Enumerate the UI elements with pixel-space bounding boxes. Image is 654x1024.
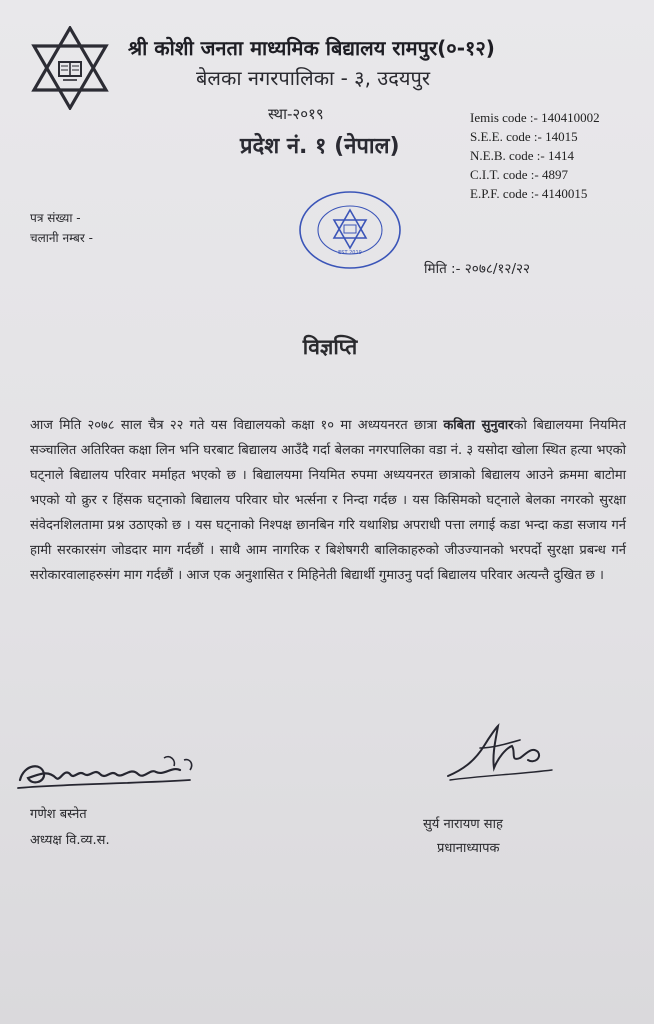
chairperson-name: गणेश बस्नेत xyxy=(30,807,87,822)
dispatch-number-label: चलानी नम्बर - xyxy=(30,231,93,245)
code-row: C.I.T. code :- 4897 xyxy=(470,167,568,182)
province-label: प्रदेश नं. १ (नेपाल) xyxy=(240,134,400,159)
student-name: कबिता सुनुवार xyxy=(443,418,514,433)
notice-text-part1: आज मिति २०७८ साल चैत्र २२ गते यस विद्यालयको कक्षा १० मा अध्ययनरत छात्रा xyxy=(30,418,437,433)
code-row: Iemis code :- 140410002 xyxy=(470,110,600,125)
code-row: E.P.F. code :- 4140015 xyxy=(470,186,588,201)
notice-body xyxy=(30,413,626,588)
reference-block xyxy=(30,208,93,248)
notice-text-part2: को बिद्यालयमा नियमित सञ्चालित अतिरिक्त कक्षा लिन भनि घरबाट बिद्यालय आउँदै गर्दा बेलका नगरपालिका वडा नं. ३ यसोदा खोला स्थित हत्या भएको घट्नाले बिद्यालय परिवार मर्माहत भएको छ । बिद्यालयमा नियमित रुपमा अध्ययनरत छात्राको बिद्यालय आउने क्रममा बाटोमा भएको यो क्रुर र हिंसक घट्नाको बिद्यालय परिवार घोर भर्त्सना र निन्दा गर्दछ । यस किसिमको घट्नाले बेलका नगरको सुरक्षा संवेदनशिलतामा प्रश्न उठाएको छ । यस घट्नाको निश्पक्ष छानबिन गरि यथाशिघ्र अपराधी पत्ता लगाई कडा भन्दा कडा सजाय गर्न हामी सरकारसंग जोडदार माग गर्दछौं । साथै आम नागरिक र बिशेषगरी बालिकाहरुको जीउज्यानको भरपर्दो सुरक्षा प्रबन्ध गर्न सरोकारवालाहरुसंग माग गर्दछौं । आज एक अनुशासित र मिहिनेती बिद्यार्थी गुमाउनु पर्दा बिद्यालय परिवार अत्यन्तै दुखित छ । xyxy=(30,418,626,583)
official-seal-stamp xyxy=(296,188,404,272)
svg-text:EST 2019: EST 2019 xyxy=(338,250,362,256)
date-value: २०७८/१२/२२ xyxy=(464,261,531,277)
headteacher-title: प्रधानाध्यापक xyxy=(437,841,500,856)
notice-heading: विज्ञप्ति xyxy=(302,335,358,359)
municipality-address: बेलका नगरपालिका - ३, उदयपुर xyxy=(196,66,431,90)
school-codes xyxy=(470,108,650,203)
date-label: मिति :- xyxy=(424,261,461,277)
code-row: S.E.E. code :- 14015 xyxy=(470,129,578,144)
letter-number-label: पत्र संख्या - xyxy=(30,211,81,225)
established-year: स्था-२०१९ xyxy=(268,105,324,123)
headteacher-signature xyxy=(440,718,560,788)
code-row: N.E.B. code :- 1414 xyxy=(470,148,574,163)
chairperson-title: अध्यक्ष वि.व्य.स. xyxy=(30,833,110,848)
headteacher-name: सुर्य नारायण साह xyxy=(423,817,503,832)
letter-date xyxy=(424,259,530,277)
chairperson-signature xyxy=(14,744,204,800)
school-logo-icon xyxy=(30,26,110,110)
school-name: श्री कोशी जनता माध्यमिक बिद्यालय रामपुर(०-१२) xyxy=(128,36,495,60)
